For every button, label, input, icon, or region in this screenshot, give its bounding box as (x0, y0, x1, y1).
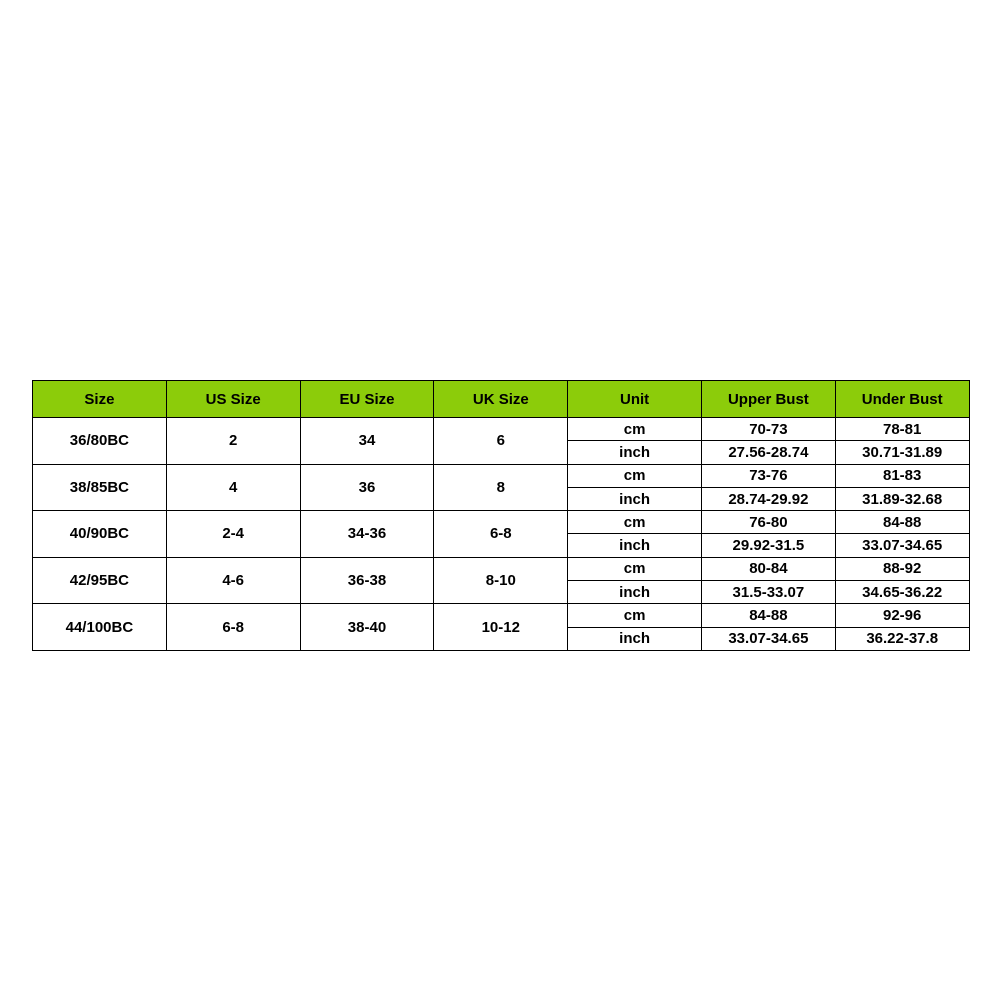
uk-size-cell: 6 (434, 418, 568, 465)
table-row-cm (33, 511, 970, 534)
upper-bust-cell: 70-73 (701, 418, 835, 441)
upper-bust-cell: 29.92-31.5 (701, 534, 835, 557)
under-bust-cell: 84-88 (835, 511, 969, 534)
us-size-cell: 4-6 (166, 557, 300, 604)
size-chart-header (33, 381, 970, 418)
size-cell: 38/85BC (33, 464, 167, 511)
header-row (33, 381, 970, 418)
under-bust-cell: 34.65-36.22 (835, 581, 969, 604)
unit-cell: cm (568, 557, 702, 580)
under-bust-cell: 33.07-34.65 (835, 534, 969, 557)
table-row-cm (33, 464, 970, 487)
size-chart-table (32, 380, 970, 651)
unit-cell: cm (568, 604, 702, 627)
header-cell-upper-bust: Upper Bust (701, 381, 835, 418)
unit-cell: cm (568, 418, 702, 441)
eu-size-cell: 36 (300, 464, 434, 511)
size-cell: 42/95BC (33, 557, 167, 604)
upper-bust-cell: 33.07-34.65 (701, 627, 835, 650)
header-cell-unit: Unit (568, 381, 702, 418)
size-cell: 36/80BC (33, 418, 167, 465)
under-bust-cell: 81-83 (835, 464, 969, 487)
eu-size-cell: 34-36 (300, 511, 434, 558)
eu-size-cell: 38-40 (300, 604, 434, 651)
header-cell-under-bust: Under Bust (835, 381, 969, 418)
under-bust-cell: 31.89-32.68 (835, 487, 969, 510)
uk-size-cell: 10-12 (434, 604, 568, 651)
us-size-cell: 2-4 (166, 511, 300, 558)
header-cell-uk-size: UK Size (434, 381, 568, 418)
size-cell: 44/100BC (33, 604, 167, 651)
upper-bust-cell: 28.74-29.92 (701, 487, 835, 510)
unit-cell: inch (568, 534, 702, 557)
size-chart-body (33, 418, 970, 651)
upper-bust-cell: 73-76 (701, 464, 835, 487)
us-size-cell: 6-8 (166, 604, 300, 651)
header-cell-size: Size (33, 381, 167, 418)
upper-bust-cell: 31.5-33.07 (701, 581, 835, 604)
upper-bust-cell: 27.56-28.74 (701, 441, 835, 464)
table-row-cm (33, 604, 970, 627)
upper-bust-cell: 84-88 (701, 604, 835, 627)
unit-cell: inch (568, 441, 702, 464)
under-bust-cell: 92-96 (835, 604, 969, 627)
under-bust-cell: 78-81 (835, 418, 969, 441)
us-size-cell: 4 (166, 464, 300, 511)
uk-size-cell: 8-10 (434, 557, 568, 604)
unit-cell: inch (568, 581, 702, 604)
size-cell: 40/90BC (33, 511, 167, 558)
under-bust-cell: 88-92 (835, 557, 969, 580)
unit-cell: inch (568, 487, 702, 510)
eu-size-cell: 36-38 (300, 557, 434, 604)
table-row-cm (33, 418, 970, 441)
header-cell-us-size: US Size (166, 381, 300, 418)
under-bust-cell: 30.71-31.89 (835, 441, 969, 464)
unit-cell: cm (568, 464, 702, 487)
header-cell-eu-size: EU Size (300, 381, 434, 418)
unit-cell: inch (568, 627, 702, 650)
uk-size-cell: 6-8 (434, 511, 568, 558)
uk-size-cell: 8 (434, 464, 568, 511)
upper-bust-cell: 76-80 (701, 511, 835, 534)
upper-bust-cell: 80-84 (701, 557, 835, 580)
us-size-cell: 2 (166, 418, 300, 465)
under-bust-cell: 36.22-37.8 (835, 627, 969, 650)
table-row-cm (33, 557, 970, 580)
unit-cell: cm (568, 511, 702, 534)
eu-size-cell: 34 (300, 418, 434, 465)
